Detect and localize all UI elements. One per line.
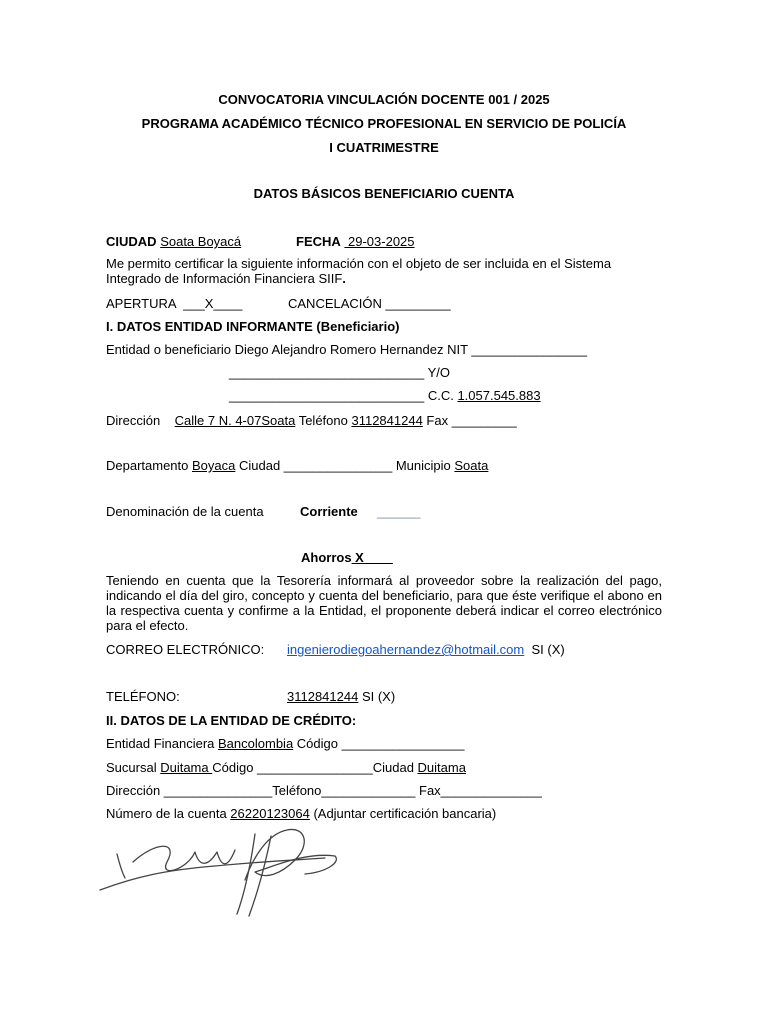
signature-vertical-stroke-a: [237, 834, 255, 914]
bank-entity-row: [106, 736, 465, 751]
header-term: I CUATRIMESTRE: [329, 140, 439, 155]
address-row: [106, 413, 517, 428]
city-value: Soata Boyacá: [160, 234, 242, 249]
header-program: PROGRAMA ACADÉMICO TÉCNICO PROFESIONAL EN SERVICIO DE POLICÍA: [141, 116, 627, 131]
ciudad-municipio-label: Ciudad _______________ Municipio: [235, 458, 455, 473]
denominacion-label: Denominación de la cuenta: [106, 504, 264, 519]
signature-name-stroke: [133, 846, 235, 870]
signature-initial-stroke: [117, 854, 125, 878]
tel-si: SI (X): [358, 689, 396, 704]
date-row: [296, 234, 415, 249]
tel-row: [287, 689, 395, 704]
cc-value: 1.057.545.883: [457, 388, 541, 403]
bank-entity-label: Entidad Financiera: [106, 736, 219, 751]
notice-paragraph: Teniendo en cuenta que la Tesorería informará al proveedor sobre la realización del pago, indicando el día del giro, concepto y cuenta del beneficiario, para que éste verifique el abono en la respectiva cuenta y confirme a la Entidad, el proponente deberá indicar el correo electrónico para el efecto.: [106, 573, 662, 633]
account-label: Número de la cuenta: [106, 806, 231, 821]
branch-label: Sucursal: [106, 760, 161, 775]
section2-title: II. DATOS DE LA ENTIDAD DE CRÉDITO:: [106, 713, 357, 728]
fax-label: Fax _________: [422, 413, 517, 428]
date-value: 29-03-2025: [344, 234, 415, 249]
ahorros-value: X____: [351, 550, 393, 565]
cc-label: C.C.: [424, 388, 458, 403]
dept-label: Departamento: [106, 458, 192, 473]
section-title: DATOS BÁSICOS BENEFICIARIO CUENTA: [253, 186, 515, 201]
municipio-value: Soata: [454, 458, 489, 473]
branch-row: [106, 760, 466, 775]
phone-label: Teléfono: [295, 413, 352, 428]
phone-value: 3112841244: [351, 413, 423, 428]
yo-label: Y/O: [424, 365, 450, 380]
corriente-blank: ______: [377, 504, 421, 519]
city-label: CIUDAD: [106, 234, 157, 249]
intro-text: Me permito certificar la siguiente información con el objeto de ser incluida en el Sistema Integrado de Información Financiera SIIF.: [106, 256, 612, 286]
cancelacion-row: [288, 296, 451, 311]
yo-row: [229, 365, 450, 380]
ahorros-label: Ahorros: [301, 550, 352, 565]
bank-address-row: Dirección _______________Teléfono_____________ Fax______________: [106, 783, 542, 798]
department-row: [106, 458, 488, 473]
address-label: Dirección: [106, 413, 161, 428]
branch-city-value: Duitama: [417, 760, 466, 775]
account-row: [106, 806, 496, 821]
bank-entity-value: Bancolombia: [218, 736, 294, 751]
cancelacion-value: _________: [385, 296, 451, 311]
email-row: [287, 642, 565, 657]
email-link[interactable]: ingenierodiegoahernandez@hotmail.com: [287, 642, 525, 657]
cc-row: [229, 388, 541, 403]
city-row: [106, 234, 241, 249]
cc-blank: ___________________________: [229, 388, 425, 403]
cancelacion-label: CANCELACIÓN: [288, 296, 382, 311]
email-label: CORREO ELECTRÓNICO:: [106, 642, 265, 657]
account-value: 26220123064: [230, 806, 310, 821]
date-label: FECHA: [296, 234, 341, 249]
tel-value: 3112841244: [287, 689, 359, 704]
tel-label: TELÉFONO:: [106, 689, 180, 704]
entity-line: Entidad o beneficiario Diego Alejandro Romero Hernandez NIT ________________: [106, 342, 588, 357]
signature-image: [95, 822, 355, 922]
signature-flourish-stroke: [245, 829, 336, 880]
address-value: Calle 7 N. 4-07Soata: [174, 413, 296, 428]
email-si: SI (X): [524, 642, 565, 657]
account-note: (Adjuntar certificación bancaria): [309, 806, 497, 821]
corriente-label: Corriente: [300, 504, 358, 519]
header-title: CONVOCATORIA VINCULACIÓN DOCENTE 001 / 2025: [218, 92, 550, 107]
apertura-row: [106, 296, 242, 311]
bank-code: Código _________________: [293, 736, 465, 751]
apertura-value: ___X____: [183, 296, 243, 311]
section1-title: I. DATOS ENTIDAD INFORMANTE (Beneficiario): [106, 319, 400, 334]
branch-code-city: Código ________________Ciudad: [212, 760, 418, 775]
yo-blank: ___________________________: [229, 365, 425, 380]
branch-value: Duitama: [160, 760, 213, 775]
apertura-label: APERTURA: [106, 296, 176, 311]
ahorros-row: [301, 550, 393, 565]
dept-value: Boyaca: [192, 458, 236, 473]
